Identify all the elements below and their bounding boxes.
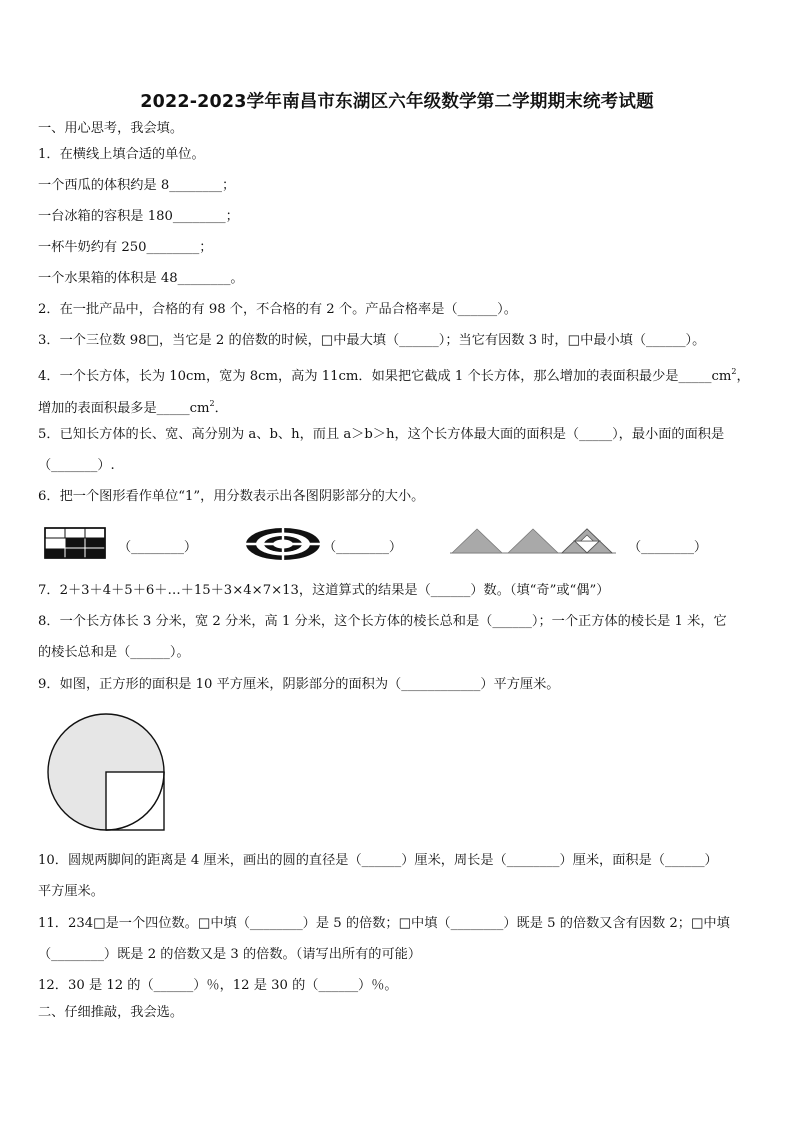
blank-6-3: （________） [628, 540, 708, 555]
target-figure [244, 527, 322, 561]
grid-figure [44, 527, 106, 559]
question-11-line-1: 11．234□是一个四位数。□中填（________）是 5 的倍数；□中填（________）既是 5 的倍数又含有因数 2；□中填 [38, 916, 730, 931]
question-2: 2．在一批产品中，合格的有 98 个，不合格的有 2 个。产品合格率是（______）。 [38, 302, 517, 317]
question-5-line-2: （_______）. [38, 458, 115, 473]
question-9: 9．如图，正方形的面积是 10 平方厘米，阴影部分的面积为（____________）平方厘米。 [38, 677, 560, 692]
question-8-line-1: 8．一个长方体长 3 分米，宽 2 分米，高 1 分米，这个长方体的棱长总和是（______）；一个正方体的棱长是 1 米，它 [38, 614, 727, 629]
superscript-2b: 2 [209, 399, 215, 408]
question-4-text-c: 增加的表面积最多是_____cm [38, 401, 210, 416]
blank-6-2: （________） [323, 540, 403, 555]
question-11-line-2: （________）既是 2 的倍数又是 3 的倍数。（请写出所有的可能） [38, 947, 422, 962]
question-4-text-a: 4．一个长方体，长为 10cm，宽为 8cm，高为 11cm．如果把它截成 1 个长方体，那么增加的表面积最少是_____cm [38, 369, 732, 384]
superscript-2: 2 [731, 367, 737, 376]
question-12: 12．30 是 12 的（______）％，12 是 30 的（______）％。 [38, 978, 398, 993]
question-4-text-d: ． [214, 401, 228, 416]
question-1d: 一个水果箱的体积是 48________。 [38, 271, 244, 286]
question-8-line-2: 的棱长总和是（______）。 [38, 645, 190, 660]
triangles-figure [450, 526, 616, 556]
section-heading-2: 二、仔细推敲，我会选。 [38, 1005, 184, 1020]
question-10-line-2: 平方厘米。 [38, 884, 104, 899]
question-10-line-1: 10．圆规两脚间的距离是 4 厘米，画出的圆的直径是（______）厘米，周长是（________）厘米，面积是（______） [38, 853, 718, 868]
question-1b: 一台冰箱的容积是 180________； [38, 209, 239, 224]
question-1: 1．在横线上填合适的单位。 [38, 147, 205, 162]
question-5-line-1: 5．已知长方体的长、宽、高分别为 a、b、h，而且 a＞b＞h，这个长方体最大面的面积是（_____），最小面的面积是 [38, 427, 725, 442]
question-7: 7．2＋3＋4＋5＋6＋…＋15＋3×4×7×13，这道算式的结果是（______）数。（填“奇”或“偶”） [38, 583, 610, 598]
question-4-line-1 [38, 364, 750, 385]
question-3: 3．一个三位数 98□，当它是 2 的倍数的时候，□中最大填（______）；当它有因数 3 时，□中最小填（______）。 [38, 333, 706, 348]
page-title: 2022-2023学年南昌市东湖区六年级数学第二学期期末统考试题 [140, 92, 654, 112]
section-heading-1: 一、用心思考，我会填。 [38, 121, 184, 136]
question-4-line-2 [38, 396, 228, 417]
circle-square-figure [44, 710, 168, 834]
question-4-text-b: ， [736, 369, 750, 384]
question-6: 6．把一个图形看作单位“1”，用分数表示出各图阴影部分的大小。 [38, 489, 425, 504]
question-1c: 一杯牛奶约有 250________； [38, 240, 213, 255]
blank-6-1: （________） [118, 540, 198, 555]
question-1a: 一个西瓜的体积约是 8________； [38, 178, 236, 193]
